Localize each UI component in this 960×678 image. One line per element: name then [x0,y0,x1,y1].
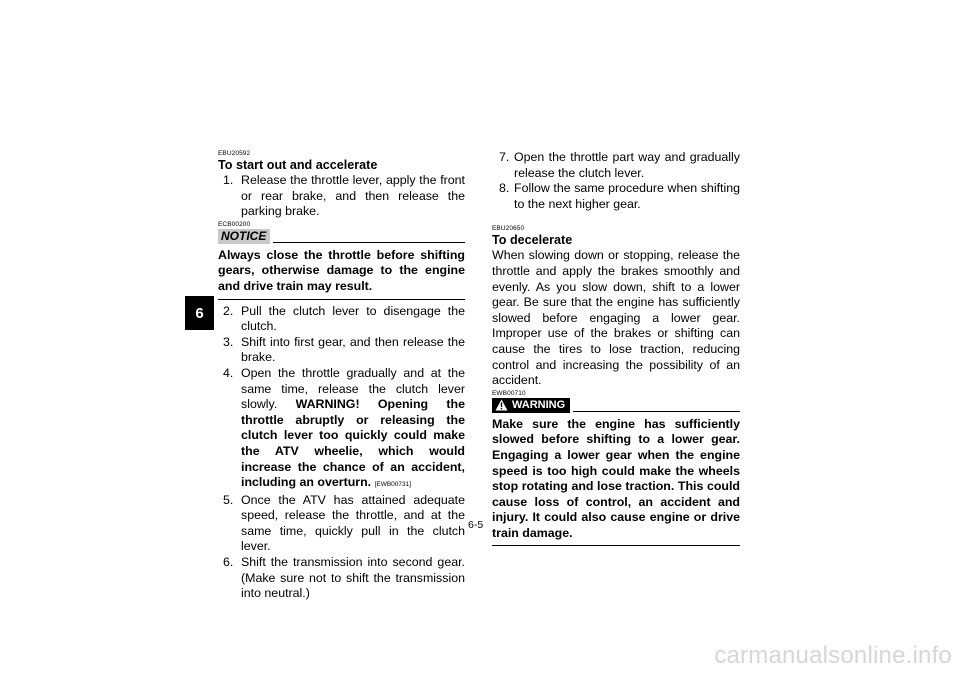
step-number: 5. [223,492,234,507]
body-text: When slowing down or stopping, release the throttle and apply the brakes smoothly and evenly. As you slow down, shift to a lower gear. Be sure that the engine has sufficiently slowed before engaging a lower gear. Improper use of the brakes or shifting can cause the tires to lose traction, reducing control and increasing the possibility of an accident. [492,248,740,388]
right-column [492,150,740,546]
left-column [218,150,465,602]
step-number: 1. [223,173,234,187]
inline-warning: WARNING! Opening the throttle abruptly or releasing the clutch lever too quickly could make the ATV wheelie, which would increase the chance of an accident, including an overturn. [241,397,465,490]
step-text: Shift into first gear, and then release the brake. [241,334,465,365]
warning-box [492,390,740,547]
list-item [218,366,465,493]
step-text: Open the throttle gradually and at the same time, release the clutch lever slowly. [241,365,465,412]
list-item [218,493,465,555]
step-number: 3. [223,334,234,349]
section-heading: To decelerate [492,233,573,248]
warning-triangle-icon [495,399,508,411]
step-number: 2. [223,303,234,318]
notice-code: ECB00200 [218,220,251,228]
step-number: 6. [223,555,234,570]
step-number: 8. [499,181,510,196]
step-text: Open the throttle part way and gradually release the clutch lever. [514,150,740,180]
section-code: EBU20650 [492,225,525,233]
steps-list [218,173,465,220]
notice-box [218,221,465,300]
warning-text: Make sure the engine has sufficiently slowed before shifting to a lower gear. Engaging a lower gear when the engine speed is too high could make the wheels stop rotating and lose traction. This could cause loss of control, an accident and injury. It could also cause engine or drive train damage. [492,417,740,547]
divider [273,242,465,243]
step-text: Follow the same procedure when shifting to the next higher gear. [514,181,740,211]
section-heading: To start out and accelerate [218,158,378,172]
section-code: EBU20592 [218,150,251,157]
list-item [218,304,465,335]
step-text: Once the ATV has attained adequate speed, release the throttle, and at the same time, quickly pull in the clutch lever. [241,492,465,554]
step-text: Shift the transmission into second gear. (Make sure not to shift the transmission into neutral.) [241,555,465,601]
notice-text: Always close the throttle before shifting gears, otherwise damage to the engine and drive train may result. [218,248,465,300]
divider [573,411,740,412]
page-number: 6-5 [468,519,484,531]
notice-badge: NOTICE [218,229,270,244]
chapter-tab: 6 [185,296,214,330]
warning-header [492,398,740,413]
steps-list [492,150,740,212]
step-text: Release the throttle lever, apply the front or rear brake, and then release the parking brake. [241,173,465,219]
list-item [492,150,740,181]
warning-badge [492,398,570,413]
warning-code: EWB00710 [492,389,526,397]
warning-label: WARNING [512,398,566,411]
warning-reference: [EWB00731] [374,481,412,489]
list-item [218,173,465,220]
step-text: Pull the clutch lever to disengage the clutch. [241,303,465,334]
list-item [218,335,465,366]
notice-header [218,229,465,244]
step-number: 7. [499,150,510,164]
watermark: carmanualsonline.info [714,642,952,669]
step-number: 4. [223,365,234,380]
list-item [218,555,465,602]
steps-list [218,304,465,602]
list-item [492,181,740,212]
